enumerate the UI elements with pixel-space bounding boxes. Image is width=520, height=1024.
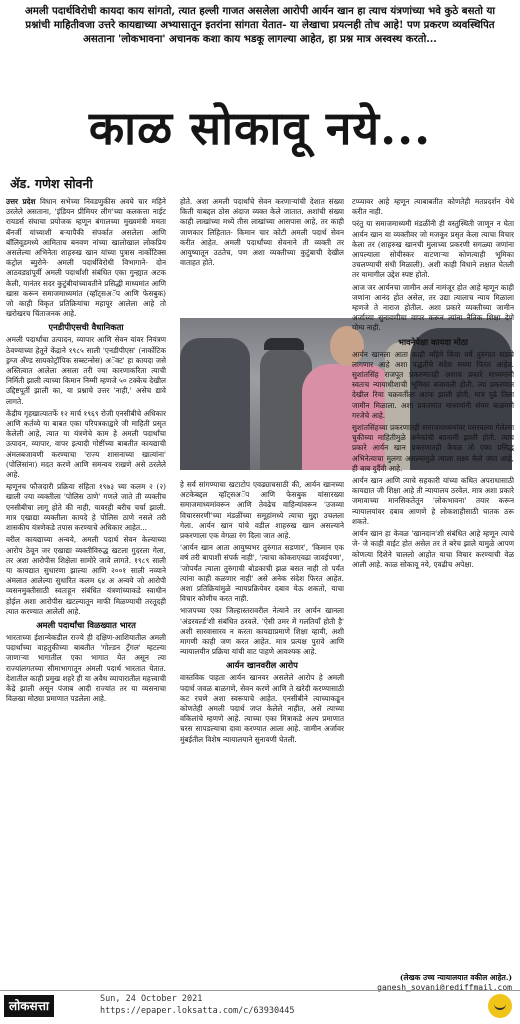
paragraph-text: केंद्रीय गृहखात्यातर्फे १२ मार्च १९६९ रोजी एनसीबीचे अधिकार आणि कर्तव्ये या बाबत एका परिपत्रकाद्वारे जी माहिती प्रसृत केलेली आहे, त्यात या यंत्रणेचे काम हे अमली पदार्थांचा उत्पादन, व्यापार, वापर इत्यादी गोष्टींच्या बाबतीत कायद्याची अंमलबजावणी करण्याचा 'राज्य शासनाच्या खात्यांना' (पोलिसांना) मदत करणे आणि समन्वय राखणे असे ठरलेले आहे. <box>6 408 166 480</box>
paragraph-text: सुशांतसिंहच्या प्रकरणातही समाजमाध्यमांवर पसरवल्या गेलेल्या चुकीच्या माहितीमुळे अनेकांची बदनामी झाली होती. त्याच प्रकारे आर्यन खान प्रकरणातही केवळ तो एका प्रसिद्ध अभिनेत्याचा मुलगा असल्यामुळे त्याला लक्ष्य केले जात आहे, ही बाब दुर्दैवी आहे. <box>352 423 514 473</box>
paragraph-text: आर्यन खान आणि त्याचे सहकारी यांच्या कथित अपराधासाठी कायद्यात जी शिक्षा आहे ती न्यायालय ठरवेल. मात्र अशा प्रकारे जमावाच्या मानसिकतेतून 'लोकभावना' तयार करून न्यायालयांवर दबाव आणणे हे लोकशाहीसाठी घातक ठरू शकते. <box>352 476 514 526</box>
article-paragraph <box>180 480 344 541</box>
paragraph-text: विधान सभेच्या निवडणुकीस अवघे चार महिने उरलेले असताना, 'इंडियन प्रीमियर लीग'च्या कलकत्ता नाईट रायडर्स संघाचा प्रयोजक म्हणून बंगालच्या मुख्यमंत्री ममता बॅनर्जी यांच्याशी बऱ्यापैकी संपर्कात असलेला आणि बॉलिवूडमध्ये आमिताच बनवण नांच्या खालोखाल लोकप्रिय असलेल्या अभिनेता शाहरुख खान यांच्या पुत्रास नार्कोटिक्स कंट्रोल ब्युरोने- अमली पदार्थविरोधी विभागाने- दोन आठवड्यांपूर्वी अमली पदार्थांशी संबंधित एका गुन्ह्यात अटक केली, यानंतर सदर कुटुंबीयांच्यावतीने प्रसिद्धी माध्यमांत आणि खास करून समाजमाध्यमांत (व्हॉट्सअॅप आणि फेसबुक) जो काही विकृत प्रतिक्रियांचा महापूर आलेला आहे तो खरोखरच चिंताजनक आहे. <box>6 197 166 319</box>
byline: ॲड. गणेश सोवनी <box>10 176 93 191</box>
column-3 <box>352 197 514 977</box>
column-1 <box>6 197 166 977</box>
article-paragraph <box>6 409 166 480</box>
paragraph-text: अमली पदार्थांचा उत्पादन, व्यापार आणि सेवन यांवर नियंत्रण ठेवण्याच्या हेतूने केंद्राने १९८५ साली 'एनडीपीएस' (नार्कोटिक ड्रग्ज अँण्ड सायकोट्रॉपिक सब्स्टन्सेस) अॅक्ट' हा कायदा जसे अस्तित्वात आलेला असला तरी ज्या कारणाकरिता त्याची निर्मिती झाली त्याच्या किमान निम्मी म्हणजे ५० टक्केच देखील उद्दिष्टपूर्ती झाली का, या प्रश्नाचे उत्तर 'नाही,' असेच द्यावे लागते. <box>6 335 166 406</box>
page-footer <box>0 990 520 1024</box>
article-paragraph <box>6 335 166 406</box>
brand-logo: लोकसत्ता <box>4 995 54 1017</box>
article-paragraph <box>352 476 514 527</box>
article-paragraph <box>6 197 166 319</box>
article-paragraph <box>352 423 514 474</box>
article-paragraph <box>352 529 514 570</box>
paragraph-text: 'आर्यन खान आता आयुष्यभर तुरुंगात सडणार', 'किमान एक वर्ष तरी बापाशी संपर्क नाही', 'त्याचा कोकराएवढा जावईपणा', 'जोपर्यंत त्याला तुरुंगाची बोडकाची झळ बसत नाही तो पर्यंत त्यांना काही कळणार नाही' असे अनेक संदेश फिरत आहेत. अशा प्रतिक्रियांमुळे न्यायप्रक्रियेवर दबाव येऊ शकतो, याचा विचार कोणीच करत नाही. <box>180 543 344 604</box>
paragraph-text: आज जर आर्यनचा जामीन अर्ज नामंजूर होत आहे म्हणून काही जणांना आनंद होत असेल, तर उद्या त्यालाच न्याय मिळाला म्हणजे ते नाराज होतील. अशा प्रकारे व्यक्तीच्या जामीन अर्जाच्या सुनावणीचा वापर करून त्यांना नैतिक शिक्षा देणे योग्य नाही. <box>352 282 514 333</box>
paragraph-text: टप्प्यावर आहे म्हणून त्याबाबतीत कोणतेही मतप्रदर्शन येथे करीत नाही. <box>352 197 514 217</box>
article-paragraph <box>6 633 166 704</box>
paragraph-text: म्हणूनच फौजदारी प्रक्रिया संहिता १९७३ च्या कलम २ (२) खाली ज्या व्यक्तीला 'पोलिस ठाणे' गणले जाते ती व्यक्तीच एनसीबीचा लागू होते की नाही, यावरही बरीच चर्चा झाली. मात्र एखाद्या व्यक्तीला कायदे हे पोलिस ठाणे नसले तरी शासकीय यंत्रणेकडे तपास करण्याचे अधिकार आहेत... <box>6 482 166 533</box>
subheading: भावनेपेक्षा कायदा मोठा <box>398 336 468 347</box>
subheading: एनडीपीएसची वैधानिकता <box>48 322 124 333</box>
article-paragraph <box>180 606 344 657</box>
article-paragraph <box>180 673 344 744</box>
issue-date: Sun, 24 October 2021 <box>100 994 203 1004</box>
article-paragraph <box>180 543 344 604</box>
column-2-top <box>180 197 344 313</box>
paragraph-text: भाजपच्या एका जिल्हास्तरावरील नेत्याने तर आर्यन खानला 'अंडरवर्ल्ड'शी संबंधित ठरवले. 'ऐसी उमर में गलतियाँ होती है' अशी सारवासारव न करता कायद्याप्रमाणे शिक्षा व्हावी, अशी मागणी काही जण करत आहेत. मात्र प्रत्यक्ष पुरावे आणि न्यायालयीन प्रक्रिया यांची वाट पाहणे आवश्यक आहे. <box>180 606 344 657</box>
paragraph-text: वास्तविक पाहता आर्यन खानवर असलेले आरोप हे अमली पदार्थ जवळ बाळगणे, सेवन करणे आणि ते खरेदी करण्यासाठी कट रचणे अशा स्वरूपाचे आहेत. एनसीबीने त्याच्याकडून कोणतेही अमली पदार्थ जप्त केलेले नाहीत, असे त्याच्या वकिलांचे म्हणणे आहे. त्याच्या एका मित्राकडे अल्प प्रमाणात चरस सापडल्याचा दावा करण्यात आला आहे. जामीन अर्जावर मुंबईतील विशेष न्यायालयाने सुनावणी घेतली. <box>180 673 344 744</box>
article-paragraph <box>352 283 514 334</box>
author-note: (लेखक उच्च न्यायालयात वकील आहेत.) <box>399 973 512 982</box>
paragraph-lead: उत्तर प्रदेश <box>6 197 40 206</box>
column-2 <box>180 480 344 977</box>
epaper-url[interactable]: https://epaper.loksatta.com/c/63930445 <box>100 1006 295 1016</box>
paragraph-text: होते. अशा अमली पदार्थांचे सेवन करणाऱ्यांची देशात संख्या किती याबद्दल ठोस अंदाज व्यक्त केले जातात. अशांची संख्या काही लाखांच्या मध्ये तीस लाखांच्या आसपास आहे, तर काही जाणकार लिहितात- किमान चार कोटी अमली पदार्थ सेवन करीत आहेत. अमली पदार्थांच्या सेवनाने ती व्यक्ती तर आयुष्यातून उठतेच, पण अशा व्यक्तीच्या कुटुंबाची देखील वाताहत होते. <box>180 197 344 268</box>
headline: काळ सोकावू नये... <box>88 101 432 155</box>
paragraph-text: आर्यन खानला आता काही महिने किंवा वर्षे तुरुंगात सडावे लागणार आहे अशा पद्धतीचे संदेश सध्या फिरत आहेत. सुशांतसिंह राजपूत प्रकरणातही अशाच प्रकारे माध्यमांनी स्वतःच न्यायाधीशाची भूमिका बजावली होती. त्या प्रकरणात देखील रिया चक्रवर्तीला अटक झाली होती, मात्र पुढे तिला जामीन मिळाला. अशा प्रकरणांत माध्यमांनी संयम बाळगणे गरजेचे आहे. <box>352 349 514 420</box>
article-paragraph <box>352 197 514 217</box>
subheading: अमली पदार्थांचा विळख्यात भारत <box>36 619 136 630</box>
article-paragraph <box>352 219 514 280</box>
crowd-left <box>180 338 250 470</box>
article-paragraph <box>6 535 166 617</box>
police-cap <box>264 338 304 350</box>
paragraph-text: परंतु या समाजमाध्यमी मंडळींनी ही वस्तुस्थिती जाणून न घेता आर्यन खान या व्यक्तीवर जो मजकूर प्रसृत केला त्याचा विचार केला तर (शाहरुख खानची मुलाच्या प्रकरणी सगळ्या जणांना आपल्याला सोयीस्कर वाटणाऱ्या कोणत्याही भूमिका उचलण्याची संधी मिळाली). अशी काही विधाने लक्षात घेतली तर यामागील उद्देश स्पष्ट होतो. <box>352 219 514 280</box>
paragraph-text: हे सर्व सांगण्याचा खटाटोप एवढ्याचसाठी की, आर्यन खानच्या अटकेबद्दल व्हॉट्सअॅप आणि फेसबुक यांसारख्या समाजमाध्यमांवरून आणि तेवढेच वाहिन्यांवरून 'उजव्या विचारसरणी'च्या मंडळींच्या समूहांमध्ये त्याचा मुद्दा उचलला गेला. आर्यन खान यांचे वडील शाहरुख खान असल्याने प्रकरणाला एक वेगळा रंग दिला जात आहे. <box>180 480 344 541</box>
article-paragraph <box>180 197 344 268</box>
paragraph-text: आर्यन खान हा केवळ 'खानदान'शी संबंधित आहे म्हणून त्याचे जे- जे काही वाईट होत असेल तर ते बरेच झाले यामुळे आपण कोणत्या दिशेने चाललो आहोत याचा विचार करण्याची वेळ आली आहे. काळ सोकावू नये, एवढीच अपेक्षा. <box>352 529 514 569</box>
paragraph-text: वरील कायद्याच्या अन्वये, अमली पदार्थ सेवन केल्याच्या आरोप ठेवून जर एखाद्या व्यक्तीविरुद्ध खटला गुदरला गेला, तर अशा आरोपीस शिक्षेला सामोरे जावे लागते. १९८९ साली या कायद्यात सुधारणा झाल्या आणि २००१ साली नव्याने अंमलात आलेल्या सुधारित कलम ६४ अ अन्वये जो आरोपी व्यसनमुक्तीसाठी स्वतःहून संबंधित यंत्रणांच्याकडे स्वाधीन होईल अशा आरोपीस खटल्यातून माफी मिळण्याची तरतूदही त्यात करण्यात आलेली आहे. <box>6 535 166 616</box>
author-email: ganesh_sovani@rediffmail.com <box>377 983 512 992</box>
article-intro: अमली पदार्थविरोधी कायदा काय सांगतो, त्यात हल्ली गाजत असलेला आरोपी आर्यन खान हा त्याच यंत्रणांच्या भवे कुठे बसतो या प्रश्नांची माहितीवजा उत्तरे कायद्याच्या अभ्यासातून इतरांना सांगता येतात- या लेखाचा प्रयत्नही तोच आहे! पण प्रकरण व्यवस्थिपित असताना 'लोकभावना' अचानक कशा काय भडकू लागल्या आहेत, हा प्रश्न मात्र अस्वस्थ करतो... <box>24 5 496 45</box>
article-paragraph <box>6 482 166 533</box>
paragraph-text: भारताच्या ईशान्येकडील राज्ये ही दक्षिण-आशियातील अमली पदार्थांच्या वाहतुकीच्या बाबतीत 'गोल्डन ट्रँगल' म्हटल्या जाणाऱ्या भागातील एका भागात येत असून त्या राज्यांलगतच्या सीमाभागातून अंमली पदार्थ भारतात येतात. देशातील काही प्रमुख शहरे ही या अवैध व्यापारातील महत्त्वाची केंद्रे झाली असून पंजाब आदी राज्यांत तर या व्यसनाचा विळखा मोठ्या प्रमाणात पडलेला आहे. <box>6 632 166 704</box>
mascot-icon <box>488 994 512 1018</box>
article-paragraph <box>352 350 514 421</box>
subheading: आर्यन खानवरील आरोप <box>226 660 298 671</box>
